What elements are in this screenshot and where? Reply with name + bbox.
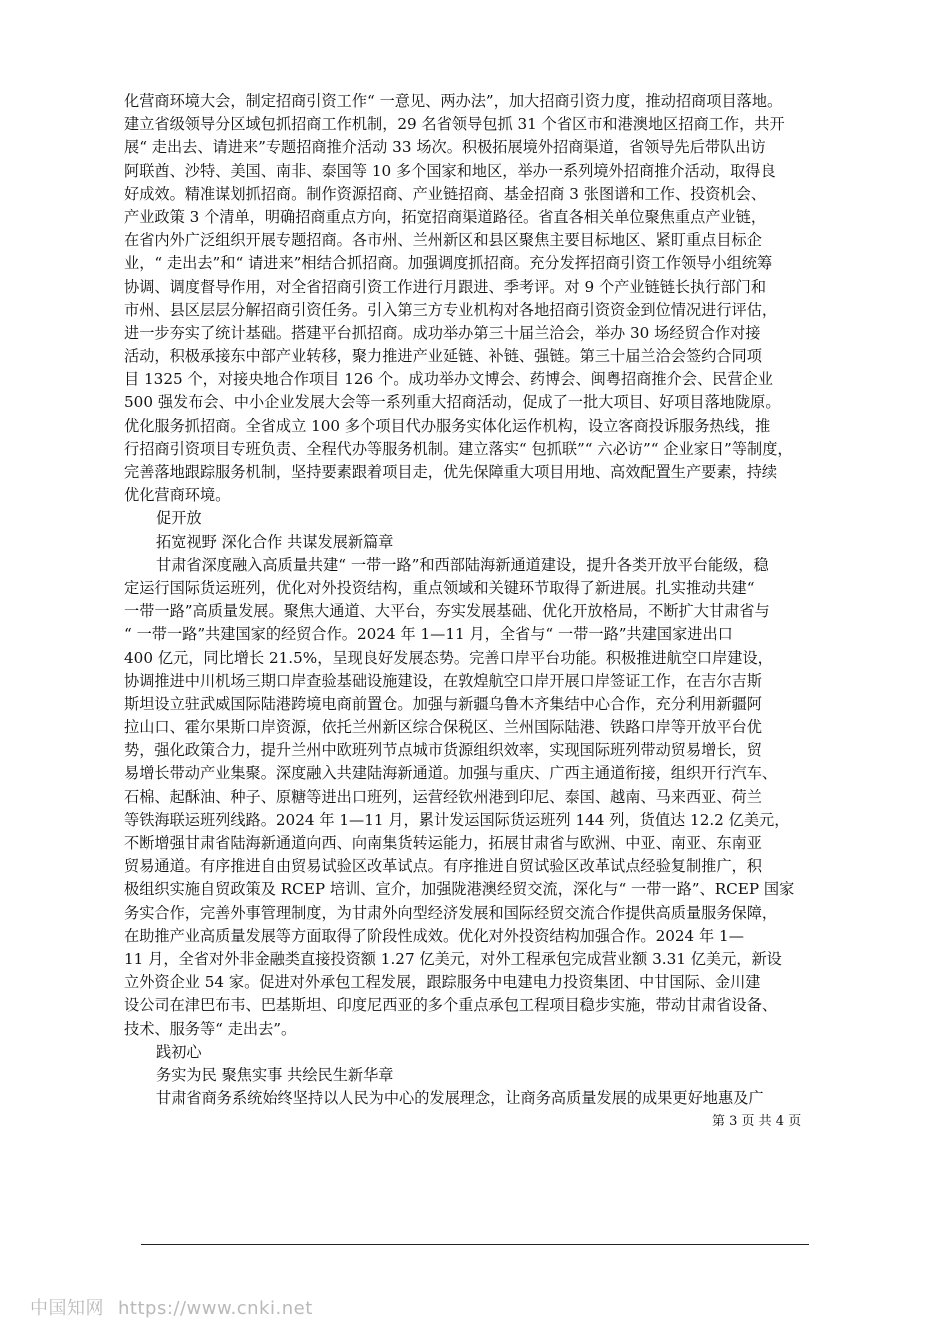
text-line: 业，“ 走出去”和“ 请进来”相结合抓招商。加强调度抓招商。充分发挥招商引资工作领导小组统筹	[124, 254, 773, 273]
text-line: 在省内外广泛组织开展专题招商。各市州、兰州新区和县区聚焦主要目标地区、紧盯重点目标企	[124, 231, 762, 250]
text-line: 协调推进中川机场三期口岸查验基础设施建设，在敦煌航空口岸开展口岸签证工作，在吉尔吉斯	[124, 671, 762, 690]
text-line: 立外资企业 54 家。促进对外承包工程发展，跟踪服务中电建电力投资集团、中甘国际、金川建	[124, 973, 761, 992]
text-line: 产业政策 3 个清单，明确招商重点方向，拓宽招商渠道路径。省直各相关单位聚焦重点产业链，	[124, 207, 767, 226]
text-line: 在助推产业高质量发展等方面取得了阶段性成效。优化对外投资结构加强合作。2024 年 1—	[124, 926, 744, 945]
cnki-watermark	[30, 1294, 327, 1320]
text-line: 建立省级领导分区域包抓招商工作机制，29 名省领导包抓 31 个省区市和港澳地区招商工作，共开	[124, 115, 785, 134]
text-line: 目 1325 个，对接央地合作项目 126 个。成功举办文博会、药博会、闽粤招商推介会、民营企业	[124, 370, 773, 389]
text-line: 不断增强甘肃省陆海新通道向西、向南集货转运能力，拓展甘肃省与欧洲、中亚、南亚、东南亚	[124, 834, 762, 852]
text-line: 务实为民 聚焦实事 共绘民生新华章	[156, 1065, 394, 1084]
text-line: 等铁海联运班列线路。2024 年 1—11 月，累计发运国际货运班列 144 列，货值达 12.2 亿美元，	[124, 810, 790, 829]
text-line: 11 月，全省对外非金融类直接投资额 1.27 亿美元，对外工程承包完成营业额 3.31 亿美元，新设	[124, 949, 782, 968]
footer-divider	[141, 1244, 809, 1245]
text-line: 一带一路”高质量发展。聚焦大通道、大平台，夯实发展基础、优化开放格局，不断扩大甘肃省与	[124, 602, 770, 621]
text-line: 技术、服务等“ 走出去”。	[124, 1019, 297, 1038]
text-line: 阿联酋、沙特、美国、南非、泰国等 10 多个国家和地区，举办一系列境外招商推介活动，取得良	[124, 161, 776, 180]
text-line: “ 一带一路”共建国家的经贸合作。2024 年 1—11 月，全省与“ 一带一路”共建国家进出口	[124, 625, 733, 644]
text-line: 定运行国际货运班列，优化对外投资结构，重点领域和关键环节取得了新进展。扎实推动共建“	[124, 578, 755, 597]
text-line: 完善落地跟踪服务机制，坚持要素跟着项目走，优先保障重大项目用地、高效配置生产要素，持续	[124, 463, 778, 481]
text-line: 化营商环境大会，制定招商引资工作“ 一意见、两办法”，加大招商引资力度，推动招商项目落地。	[124, 92, 783, 110]
text-line: 活动，积极承接东中部产业转移，聚力推进产业延链、补链、强链。第三十届兰洽会签约合同项	[124, 347, 762, 366]
text-line: 500 强发布会、中小企业发展大会等一系列重大招商活动，促成了一批大项目、好项目落地陇原。	[124, 393, 781, 412]
text-line: 贸易通道。有序推进自由贸易试验区改革试点。有序推进自贸试验区改革试点经验复制推广，积	[124, 857, 762, 876]
text-line: 协调、调度督导作用，对全省招商引资工作进行月跟进、季考评。对 9 个产业链链长执行部门和	[124, 277, 767, 296]
text-line: 务实合作，完善外事管理制度，为甘肃外向型经济发展和国际经贸交流合作提供高质量服务保障，	[124, 903, 778, 922]
watermark-url: https://www.cnki.net	[118, 1298, 313, 1319]
text-line: 易增长带动产业集聚。深度融入共建陆海新通道。加强与重庆、广西主通道衔接，组织开行汽车、	[124, 764, 778, 783]
text-line: 拓宽视野 深化合作 共谋发展新篇章	[156, 532, 394, 551]
text-line: 甘肃省深度融入高质量共建“ 一带一路”和西部陆海新通道建设，提升各类开放平台能级，稳	[156, 555, 769, 574]
page-number: 第 3 页 共 4 页	[712, 1114, 802, 1129]
text-line: 进一步夯实了统计基础。搭建平台抓招商。成功举办第三十届兰洽会，举办 30 场经贸合作对接	[124, 323, 761, 342]
text-line: 拉山口、霍尔果斯口岸资源，依托兰州新区综合保税区、兰州国际陆港、铁路口岸等开放平台优	[124, 718, 762, 737]
text-line: 好成效。精准谋划抓招商。制作资源招商、产业链招商、基金招商 3 张图谱和工作、投资机会、	[124, 184, 767, 203]
text-line: 市州、县区层层分解招商引资任务。引入第三方专业机构对各地招商引资资金到位情况进行评估，	[124, 300, 778, 319]
text-line: 设公司在津巴布韦、巴基斯坦、印度尼西亚的多个重点承包工程项目稳步实施，带动甘肃省设备、	[124, 996, 778, 1015]
text-line: 行招商引资项目专班负责、全程代办等服务机制。建立落实“ 包抓联”“ 六必访”“ 企业家日”等制度，	[124, 439, 793, 458]
text-line: 促开放	[156, 509, 202, 528]
text-line: 优化服务抓招商。全省成立 100 多个项目代办服务实体化运作机构，设立客商投诉服务热线，推	[124, 416, 771, 435]
text-line: 势，强化政策合力，提升兰州中欧班列节点城市货源组织效率，实现国际班列带动贸易增长，贸	[124, 741, 762, 760]
body-text	[124, 90, 829, 1110]
text-line: 400 亿元，同比增长 21.5%，呈现良好发展态势。完善口岸平台功能。积极推进航空口岸建设，	[124, 648, 773, 667]
text-line: 斯坦设立驻武威国际陆港跨境电商前置仓。加强与新疆乌鲁木齐集结中心合作，充分利用新疆阿	[124, 694, 762, 713]
text-line: 极组织实施自贸政策及 RCEP 培训、宣介，加强陇港澳经贸交流，深化与“ 一带一路”、RCEP 国家	[124, 880, 795, 899]
text-line: 优化营商环境。	[124, 486, 231, 505]
text-line: 展“ 走出去、请进来”专题招商推介活动 33 场次。积极拓展境外招商渠道，省领导先后带队出访	[124, 138, 766, 157]
text-line: 石棉、起酥油、种子、原糖等进出口班列，运营经钦州港到印尼、泰国、越南、马来西亚、荷兰	[124, 787, 762, 806]
text-line: 甘肃省商务系统始终坚持以人民为中心的发展理念，让商务高质量发展的成果更好地惠及广	[156, 1089, 764, 1108]
watermark-site-name: 中国知网	[30, 1298, 104, 1319]
text-line: 践初心	[156, 1042, 202, 1061]
